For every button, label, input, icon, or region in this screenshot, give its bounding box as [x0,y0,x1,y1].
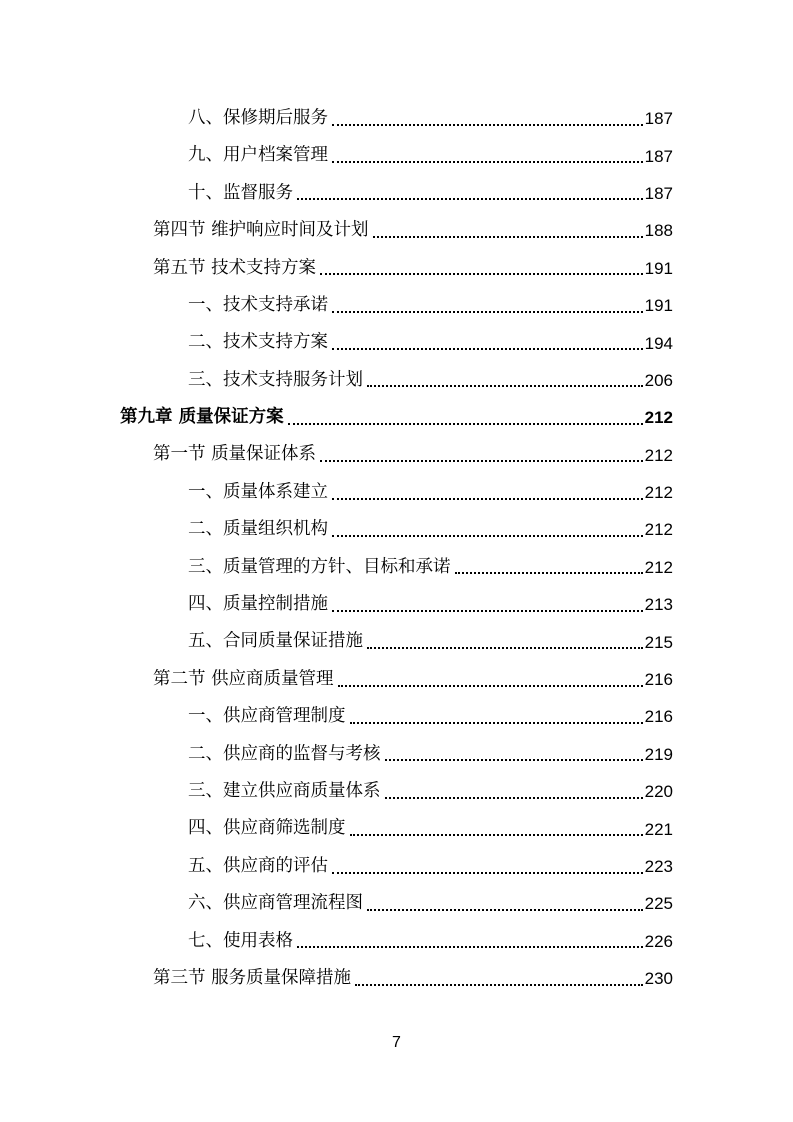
toc-entry-page: 191 [644,296,673,316]
toc-entry[interactable] [0,923,793,960]
toc-entry-label: 三、质量管理的方针、目标和承诺 [188,556,451,577]
toc-chapter-page: 212 [644,408,673,428]
toc-entry-label: 九、用户档案管理 [188,145,328,166]
toc-entry-page: 215 [644,632,673,652]
toc-entry-page: 221 [644,819,673,839]
toc-entry-page: 216 [644,670,673,690]
toc-chapter-entry[interactable] [0,399,793,436]
dot-leader [350,819,643,839]
toc-section-entry[interactable] [0,960,793,997]
dot-leader [385,782,643,802]
dot-leader [367,370,643,390]
toc-entry-label: 第四节 维护响应时间及计划 [153,220,369,241]
toc-entry-label: 三、技术支持服务计划 [188,369,363,390]
toc-entry-label: 五、合同质量保证措施 [188,631,363,652]
dot-leader [332,296,643,316]
toc-entry-page: 219 [644,744,673,764]
toc-entry-label: 四、供应商筛选制度 [188,818,346,839]
toc-entry-page: 212 [644,557,673,577]
toc-entry-page: 223 [644,857,673,876]
toc-entry[interactable] [0,287,793,324]
dot-leader [332,857,643,877]
toc-entry[interactable] [0,885,793,922]
dot-leader [350,707,643,727]
page-number: 7 [392,1034,401,1051]
dot-leader [373,221,643,241]
toc-entry-label: 三、建立供应商质量体系 [188,780,381,801]
toc-entry-label: 第二节 供应商质量管理 [153,668,334,689]
dot-leader [320,445,643,465]
dot-leader [355,969,643,989]
toc-entry-page: 212 [644,520,673,540]
dot-leader [332,333,643,353]
toc-entry[interactable] [0,549,793,586]
table-of-contents [0,100,793,997]
dot-leader [455,557,643,577]
toc-entry-page: 216 [644,707,673,727]
dot-leader [320,258,643,278]
toc-section-entry[interactable] [0,250,793,287]
toc-entry-label: 一、质量体系建立 [188,481,328,502]
toc-entry-page: 213 [644,595,673,615]
dot-leader [332,146,643,166]
toc-entry[interactable] [0,100,793,137]
toc-entry-page: 206 [644,370,673,390]
toc-entry[interactable] [0,623,793,660]
toc-entry-label: 二、质量组织机构 [188,519,328,540]
toc-entry-page: 191 [644,258,673,278]
dot-leader [332,520,643,540]
toc-entry-label: 十、监督服务 [188,182,293,203]
toc-entry-label: 一、技术支持承诺 [188,294,328,315]
toc-chapter-label: 第九章 质量保证方案 [120,407,284,428]
dot-leader [332,483,643,503]
toc-entry-label: 四、质量控制措施 [188,594,328,615]
toc-section-entry[interactable] [0,661,793,698]
toc-entry-page: 187 [644,109,673,129]
toc-entry[interactable] [0,586,793,623]
toc-entry-page: 188 [644,221,673,241]
dot-leader [367,894,643,914]
toc-entry-page: 212 [644,445,673,465]
toc-entry[interactable] [0,474,793,511]
toc-entry-page: 187 [644,183,673,203]
toc-entry-page: 212 [644,483,673,503]
toc-entry-label: 八、保修期后服务 [188,107,328,128]
toc-entry[interactable] [0,362,793,399]
toc-entry[interactable] [0,175,793,212]
dot-leader [332,595,643,615]
toc-entry-page: 230 [644,969,673,989]
toc-entry[interactable] [0,324,793,361]
toc-entry[interactable] [0,698,793,735]
toc-entry-page: 226 [644,931,673,951]
toc-entry[interactable] [0,773,793,810]
dot-leader [288,408,643,428]
toc-entry[interactable] [0,736,793,773]
toc-entry[interactable] [0,810,793,847]
dot-leader [338,670,643,690]
toc-entry-label: 第三节 服务质量保障措施 [153,967,352,988]
toc-entry-label: 二、供应商的监督与考核 [188,743,381,764]
toc-entry-label: 七、使用表格 [188,930,293,951]
toc-section-entry[interactable] [0,212,793,249]
toc-entry-page: 194 [644,333,673,353]
dot-leader [297,931,643,951]
toc-entry-page: 187 [644,146,673,166]
toc-entry-label: 二、技术支持方案 [188,332,328,353]
toc-entry-label: 一、供应商管理制度 [188,706,346,727]
toc-entry-label: 第五节 技术支持方案 [153,257,317,278]
dot-leader [297,183,643,203]
dot-leader [367,632,643,652]
toc-entry-page: 225 [644,894,673,914]
toc-section-entry[interactable] [0,437,793,474]
toc-entry-label: 六、供应商管理流程图 [188,893,363,914]
toc-entry[interactable] [0,511,793,548]
toc-entry[interactable] [0,137,793,174]
toc-entry-page: 220 [644,782,673,802]
toc-entry-label: 第一节 质量保证体系 [153,444,317,465]
toc-entry-label: 五、供应商的评估 [188,855,328,876]
toc-entry[interactable] [0,848,793,885]
dot-leader [385,744,643,764]
dot-leader [332,109,643,129]
